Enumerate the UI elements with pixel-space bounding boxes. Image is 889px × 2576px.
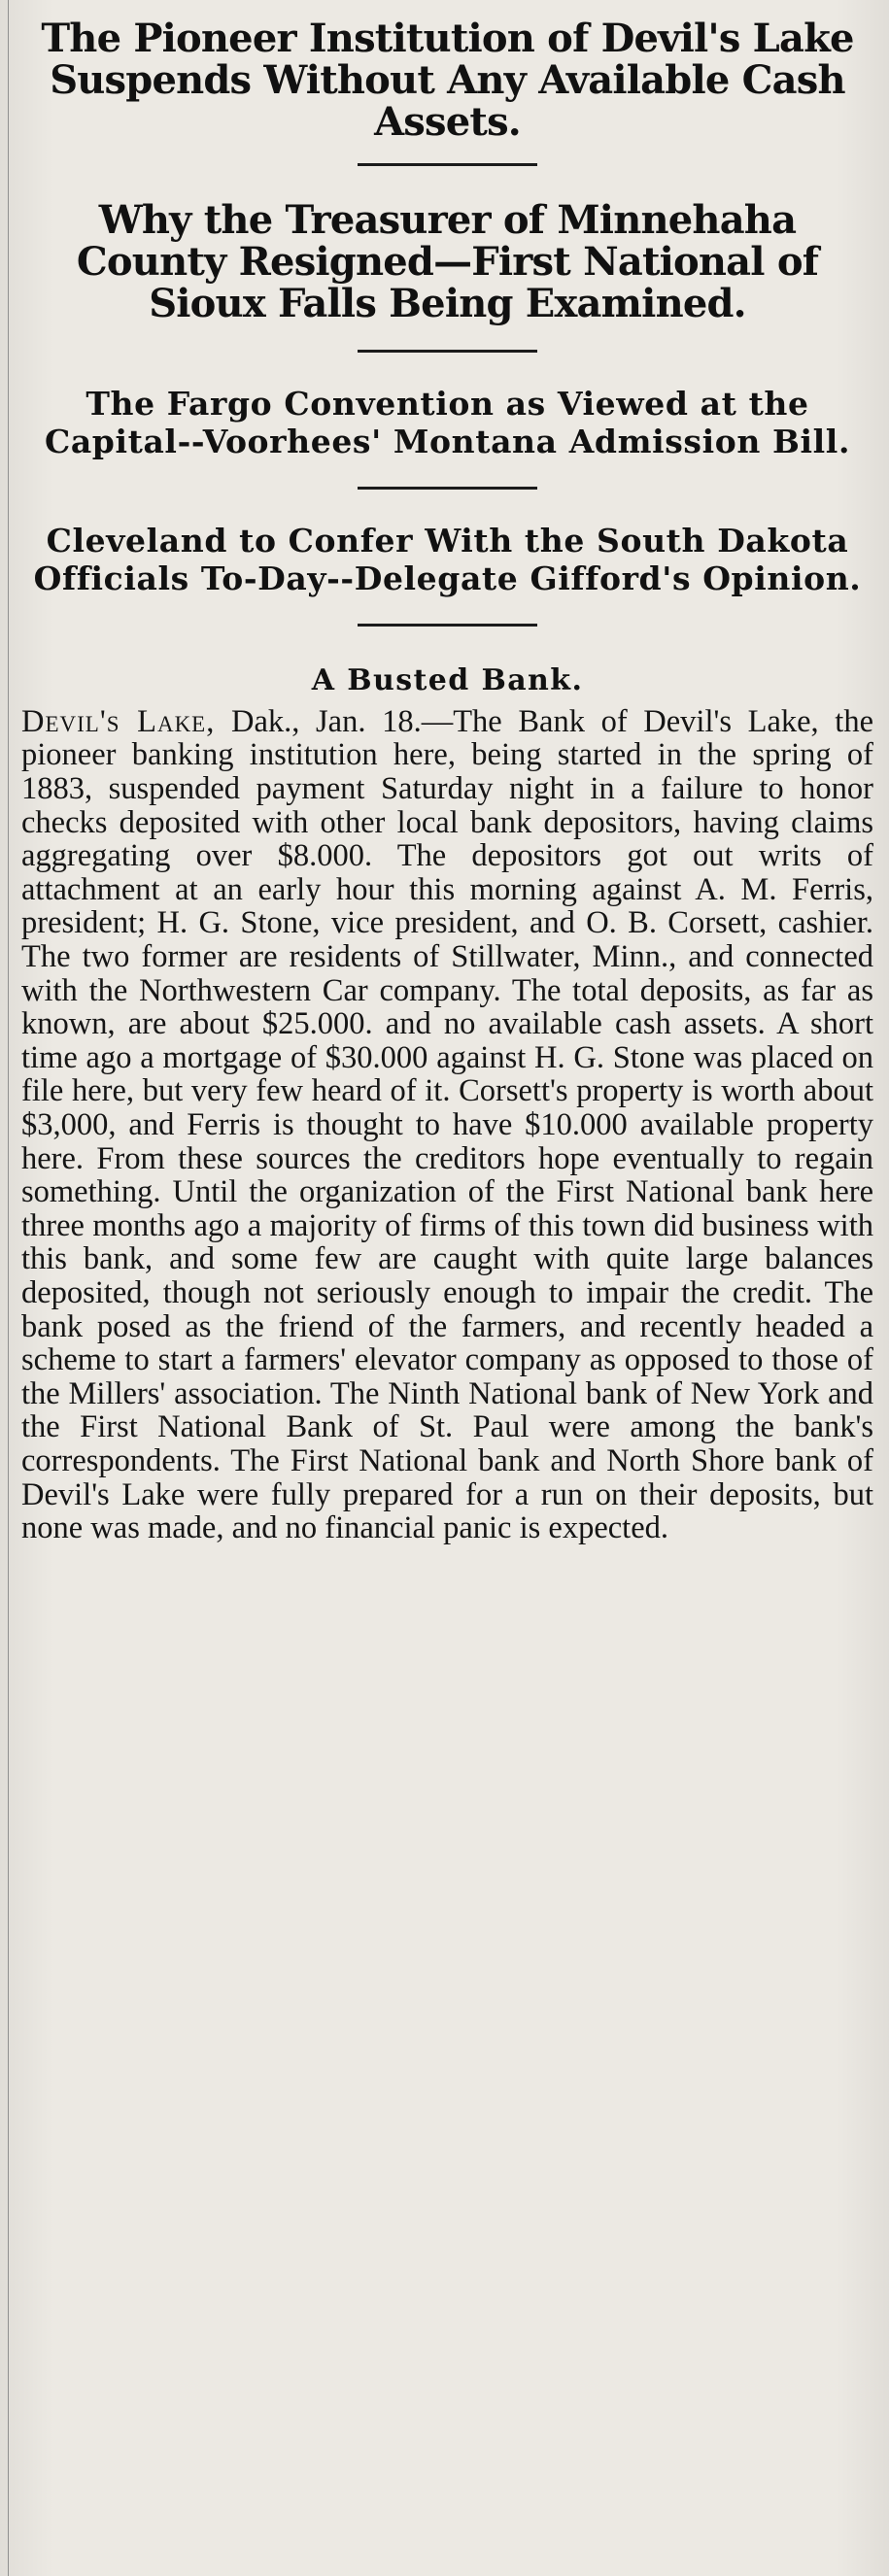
divider-rule xyxy=(358,163,537,166)
headline-deck-4: Cleveland to Confer With the South Dakota Officials To-Day--Delegate Gifford's Opinion. xyxy=(33,522,862,597)
headline-deck-1: The Pioneer Institution of Devil's Lake Suspends Without Any Available Cash Assets. xyxy=(41,16,854,146)
dateline: Devil's Lake, xyxy=(21,703,216,739)
article-subhead: A Busted Bank. xyxy=(311,662,584,697)
headline-deck-2: Why the Treasurer of Minnehaha County Resigned—First National of Sioux Falls Being Examined. xyxy=(76,196,819,326)
divider-rule xyxy=(358,487,537,490)
column-border xyxy=(8,0,9,2576)
headline-deck-3: The Fargo Convention as Viewed at the Capital--Voorhees' Montana Admission Bill. xyxy=(44,385,851,461)
article-body-text: Dak., Jan. 18.—The Bank of Devil's Lake, the pioneer banking institution here, being started in the spring of 1883, suspended payment Saturday night in a failure to honor checks deposited with other local bank depositors, having claims aggregating over $8.000. The depositors got out writs of attachment at an early hour this morning against A. M. Ferris, president; H. G. Stone, vice president, and O. B. Corsett, cashier. The two former are residents of Stillwater, Minn., and connected with the Northwestern Car company. The total deposits, as far as known, are about $25.000. and no available cash assets. A short time ago a mortgage of $30.000 against H. G. Stone was placed on file here, but very few heard of it. Corsett's property is worth about $3,000, and Ferris is thought to have $10.000 available property here. From these sources the creditors hope eventually to regain something. Until the organization of the First National bank here three months ago a majority of firms of this town did business with this bank, and some few are caught with quite large balances deposited, though not seriously enough to impair the credit. The bank posed as the friend of the farmers, and recently headed a scheme to start a farmers' elevator company as opposed to those of the Millers' association. The Ninth National bank of New York and the First National Bank of St. Paul were among the bank's correspondents. The First National bank and North Shore bank of Devil's Lake were fully prepared for a run on their deposits, but none was made, and no financial panic is expected. xyxy=(21,703,873,1546)
divider-rule xyxy=(358,624,537,627)
divider-rule xyxy=(358,350,537,353)
article-body xyxy=(21,705,873,1545)
